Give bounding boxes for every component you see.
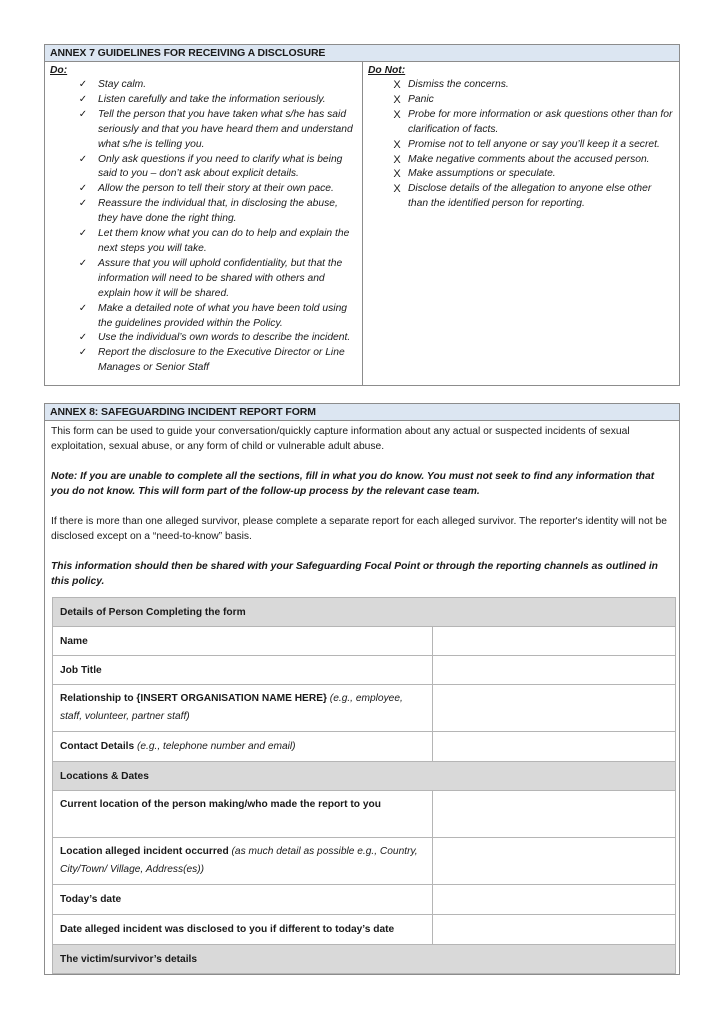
contact-label [53, 732, 433, 762]
do-not-item-text: Promise not to tell anyone or say you’ll keep it a secret. [408, 138, 660, 150]
do-item [50, 182, 357, 197]
do-item [50, 257, 357, 302]
contact-label-text: Contact Details [60, 741, 135, 752]
checkmark-icon: ✓ [78, 79, 88, 90]
todays-date-label: Today’s date [53, 885, 433, 915]
do-item [50, 153, 357, 183]
do-not-item [368, 93, 674, 108]
checkmark-icon: ✓ [78, 257, 88, 269]
incident-report-form [52, 597, 676, 974]
do-not-list [368, 78, 674, 212]
do-column [45, 62, 363, 385]
x-mark-icon: X [393, 93, 401, 106]
checkmark-icon: ✓ [78, 183, 88, 195]
job-title-field[interactable] [433, 656, 676, 685]
do-item-text: Stay calm. [98, 79, 147, 90]
do-item [50, 346, 357, 376]
relationship-field[interactable] [433, 685, 676, 732]
incident-location-label [53, 838, 433, 885]
do-not-item-text: Dismiss the concerns. [408, 79, 509, 90]
do-not-item-text: Make assumptions or speculate. [408, 168, 556, 180]
do-not-item [368, 182, 674, 212]
do-item [50, 108, 357, 153]
share-paragraph: This information should then be shared with your Safeguarding Focal Point or through the reporting channels as outlined in this policy. [51, 561, 658, 587]
do-not-item [368, 167, 674, 182]
do-not-item [368, 153, 674, 168]
contact-field[interactable] [433, 732, 676, 762]
name-label: Name [53, 627, 433, 656]
x-mark-icon: X [393, 79, 401, 91]
do-item-text: Tell the person that you have taken what s/he has said seriously and that you have heard them and understand what s/he is telling you. [98, 108, 353, 150]
do-item-text: Assure that you will uphold confidentiality, but that the information will need to be shared with others and explain how it will be shared. [98, 257, 343, 299]
note-paragraph: Note: If you are unable to complete all the sections, fill in what you do know. You must not seek to find any information that you do not know. This will form part of the follow-up process by the relevant case team. [51, 471, 655, 497]
relationship-label-text: Relationship to {INSERT ORGANISATION NAME HERE} [60, 693, 327, 704]
annex8-panel [44, 403, 680, 975]
todays-date-field[interactable] [433, 885, 676, 915]
do-item [50, 93, 357, 108]
name-field[interactable] [433, 627, 676, 656]
do-item [50, 302, 357, 332]
do-not-item [368, 108, 674, 138]
do-not-column [363, 62, 679, 385]
do-item [50, 331, 357, 346]
do-heading: Do: [50, 65, 68, 76]
do-item-text: Allow the person to tell their story at their own pace. [98, 183, 334, 195]
do-item [50, 197, 357, 227]
section-person-completing: Details of Person Completing the form [53, 598, 676, 627]
do-item [50, 78, 357, 93]
x-mark-icon: X [393, 138, 401, 151]
do-item-text: Report the disclosure to the Executive Director or Line Manages or Senior Staff [98, 347, 345, 374]
incident-location-hint: (as much detail as possible e.g., Country, City/Town/ Village, Address(es)) [60, 846, 418, 875]
current-location-field[interactable] [433, 791, 676, 838]
section-locations-dates: Locations & Dates [53, 762, 676, 791]
x-mark-icon: X [393, 168, 401, 181]
do-item-text: Listen carefully and take the information seriously. [98, 93, 326, 105]
do-not-item-text: Make negative comments about the accused person. [408, 153, 650, 165]
checkmark-icon: ✓ [78, 153, 88, 165]
do-item [50, 227, 357, 257]
do-item-text: Only ask questions if you need to clarify what is being said to you – don’t ask about explicit details. [98, 153, 343, 180]
checkmark-icon: ✓ [78, 93, 88, 105]
current-location-label: Current location of the person making/who made the report to you [53, 791, 433, 838]
do-item-text: Reassure the individual that, in disclosing the abuse, they have done the right thing. [98, 198, 338, 225]
disclosed-date-label: Date alleged incident was disclosed to you if different to today’s date [53, 915, 433, 945]
do-not-heading: Do Not: [368, 65, 406, 76]
do-not-item-text: Disclose details of the allegation to anyone else other than the identified person for reporting. [408, 183, 652, 210]
do-item-text: Make a detailed note of what you have been told using the guidelines provided within the Policy. [98, 302, 348, 329]
do-list [50, 78, 357, 376]
contact-hint: (e.g., telephone number and email) [134, 741, 296, 752]
annex7-panel [44, 44, 680, 386]
annex8-title: ANNEX 8: SAFEGUARDING INCIDENT REPORT FORM [45, 404, 679, 421]
relationship-hint: (e.g., employee, staff, volunteer, partner staff) [60, 693, 403, 722]
multiple-survivor-paragraph: If there is more than one alleged survivor, please complete a separate report for each alleged survivor. The reporter's identity will not be disclosed except on a “need-to-know” basis. [51, 516, 667, 542]
checkmark-icon: ✓ [78, 332, 88, 344]
relationship-label [53, 685, 433, 732]
x-mark-icon: X [393, 108, 401, 121]
incident-location-label-text: Location alleged incident occurred [60, 846, 229, 857]
x-mark-icon: X [393, 153, 401, 166]
annex7-title: ANNEX 7 GUIDELINES FOR RECEIVING A DISCLOSURE [45, 45, 679, 62]
do-not-item-text: Probe for more information or ask questions other than for clarification of facts. [408, 108, 673, 135]
x-mark-icon: X [393, 183, 401, 196]
checkmark-icon: ✓ [78, 198, 88, 210]
job-title-label: Job Title [53, 656, 433, 685]
checkmark-icon: ✓ [78, 228, 88, 240]
section-victim-details: The victim/survivor’s details [53, 945, 676, 974]
do-not-item [368, 138, 674, 153]
do-not-item-text: Panic [408, 93, 434, 105]
do-not-item [368, 78, 674, 93]
intro-paragraph: This form can be used to guide your conversation/quickly capture information about any actual or suspected incidents of sexual exploitation, sexual abuse, or any form of child or vulnerable adult abuse. [51, 426, 630, 452]
checkmark-icon: ✓ [78, 347, 88, 359]
checkmark-icon: ✓ [78, 302, 88, 314]
do-item-text: Use the individual’s own words to describe the incident. [98, 332, 351, 344]
checkmark-icon: ✓ [78, 108, 88, 120]
do-item-text: Let them know what you can do to help and explain the next steps you will take. [98, 228, 350, 254]
incident-location-field[interactable] [433, 838, 676, 885]
disclosed-date-field[interactable] [433, 915, 676, 945]
